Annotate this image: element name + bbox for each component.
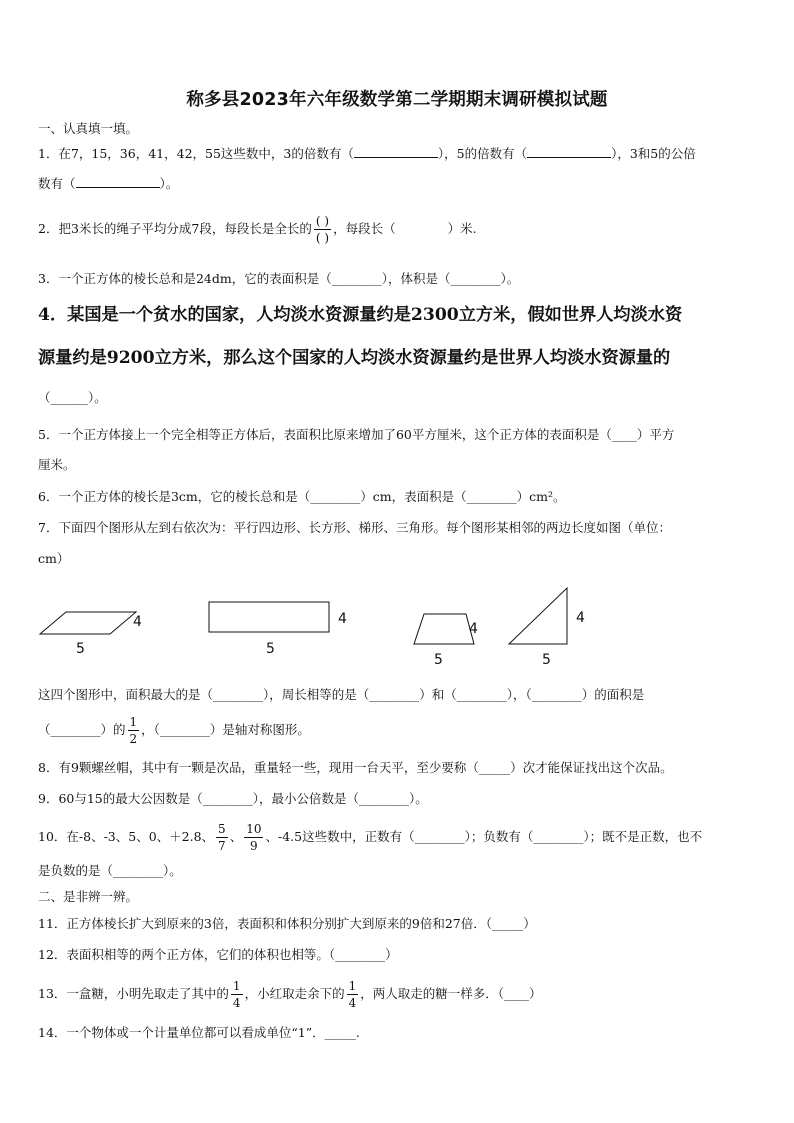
question-5-line-1: 5．一个正方体接上一个完全相等正方体后，表面积比原来增加了60平方厘米，这个正方体的表面积是（____）平方 <box>38 427 675 442</box>
question-7-line-3: 这四个图形中，面积最大的是（________），周长相等的是（________）和（________），（________）的面积是 <box>38 687 645 702</box>
fraction-10-9: $\frac{10}{9}$ <box>246 822 262 853</box>
fraction-5-7: $\frac{5}{7}$ <box>218 822 226 853</box>
section-heading-1: 一、认真填一填。 <box>38 121 139 136</box>
fraction-one-half: $\frac{1}{2}$ <box>129 715 138 746</box>
question-3: 3．一个正方体的棱长总和是24dm，它的表面积是（________），体积是（________）。 <box>38 271 520 286</box>
answer-blank[interactable] <box>354 157 438 158</box>
fraction-1-4: $\frac{1}{4}$ <box>348 979 357 1010</box>
question-12: 12．表面积相等的两个正方体，它们的体积也相等。（________） <box>38 947 398 962</box>
question-10-line-1: 10．在-8、-3、5、0、＋2.8、 $\frac{5}{7}$ 、 $\frac{10}{9}$ 、-4.5这些数中，正数有（________）；负数有（________）；既不是正数，也不 <box>38 822 703 853</box>
fraction-blank[interactable]: $\frac{( )}{( )}$ <box>315 214 330 245</box>
triangle-figure <box>505 586 575 648</box>
question-1-line-1: 1．在7，15，36，41，42，55这些数中，3的倍数有（ ），5的倍数有（ ），3和5的公倍 <box>38 146 696 161</box>
parallelogram-base-label: 5 <box>76 641 85 657</box>
rectangle-base-label: 5 <box>266 641 275 657</box>
question-4-line-1: 4．某国是一个贫水的国家，人均淡水资源量约是2300立方米，假如世界人均淡水资 <box>38 305 683 325</box>
question-9: 9．60与15的最大公因数是（________），最小公倍数是（________）。 <box>38 791 428 806</box>
question-1-line-2: 数有（ ）。 <box>38 176 179 191</box>
triangle-shape <box>509 588 567 644</box>
rectangle-side-label: 4 <box>338 611 347 627</box>
question-4-line-2: 源量约是9200立方米，那么这个国家的人均淡水资源量约是世界人均淡水资源量的 <box>38 348 671 368</box>
question-6: 6．一个正方体的棱长是3cm，它的棱长总和是（________）cm，表面积是（________）cm²。 <box>38 489 566 504</box>
triangle-base-label: 5 <box>542 652 551 668</box>
question-2: 2．把3米长的绳子平均分成7段，每段长是全长的 $\frac{( )}{( )}$ ，每段长（ ）米. <box>38 214 477 245</box>
question-7-line-4: （________）的 $\frac{1}{2}$ ，（________）是轴对称图形。 <box>38 715 310 746</box>
parallelogram-figure <box>38 590 148 640</box>
question-7-line-2: cm） <box>38 551 70 566</box>
parallelogram-side-label: 4 <box>133 614 142 630</box>
question-4-line-3: （______）。 <box>38 390 107 405</box>
question-11: 11．正方体棱长扩大到原来的3倍，表面积和体积分别扩大到原来的9倍和27倍．（_____） <box>38 916 536 931</box>
question-13: 13．一盒糖，小明先取走了其中的 $\frac{1}{4}$ ，小红取走余下的 $\frac{1}{4}$ ，两人取走的糖一样多．（____） <box>38 979 542 1010</box>
answer-blank[interactable] <box>527 157 611 158</box>
rectangle-figure <box>205 596 335 638</box>
question-14: 14．一个物体或一个计量单位都可以看成单位“1”．_____. <box>38 1025 360 1040</box>
triangle-side-label: 4 <box>576 610 585 626</box>
question-8: 8．有9颗螺丝帽，其中有一颗是次品，重量轻一些，现用一台天平，至少要称（_____）次才能保证找出这个次品。 <box>38 760 673 775</box>
trapezoid-shape <box>414 614 474 644</box>
question-10-line-2: 是负数的是（________）。 <box>38 863 182 878</box>
rectangle-shape <box>209 602 329 632</box>
trapezoid-base-label: 5 <box>434 652 443 668</box>
page-title: 称多县2023年六年级数学第二学期期末调研模拟试题 <box>186 90 608 110</box>
question-7-line-1: 7．下面四个图形从左到右依次为：平行四边形、长方形、梯形、三角形。每个图形某相邻的两边长度如图（单位： <box>38 520 671 535</box>
answer-blank[interactable] <box>76 187 160 188</box>
section-heading-2: 二、是非辨一辨。 <box>38 889 139 904</box>
parallelogram-shape <box>40 612 136 634</box>
fraction-1-4: $\frac{1}{4}$ <box>232 979 241 1010</box>
trapezoid-side-label: 4 <box>469 621 478 637</box>
question-5-line-2: 厘米。 <box>38 457 76 472</box>
